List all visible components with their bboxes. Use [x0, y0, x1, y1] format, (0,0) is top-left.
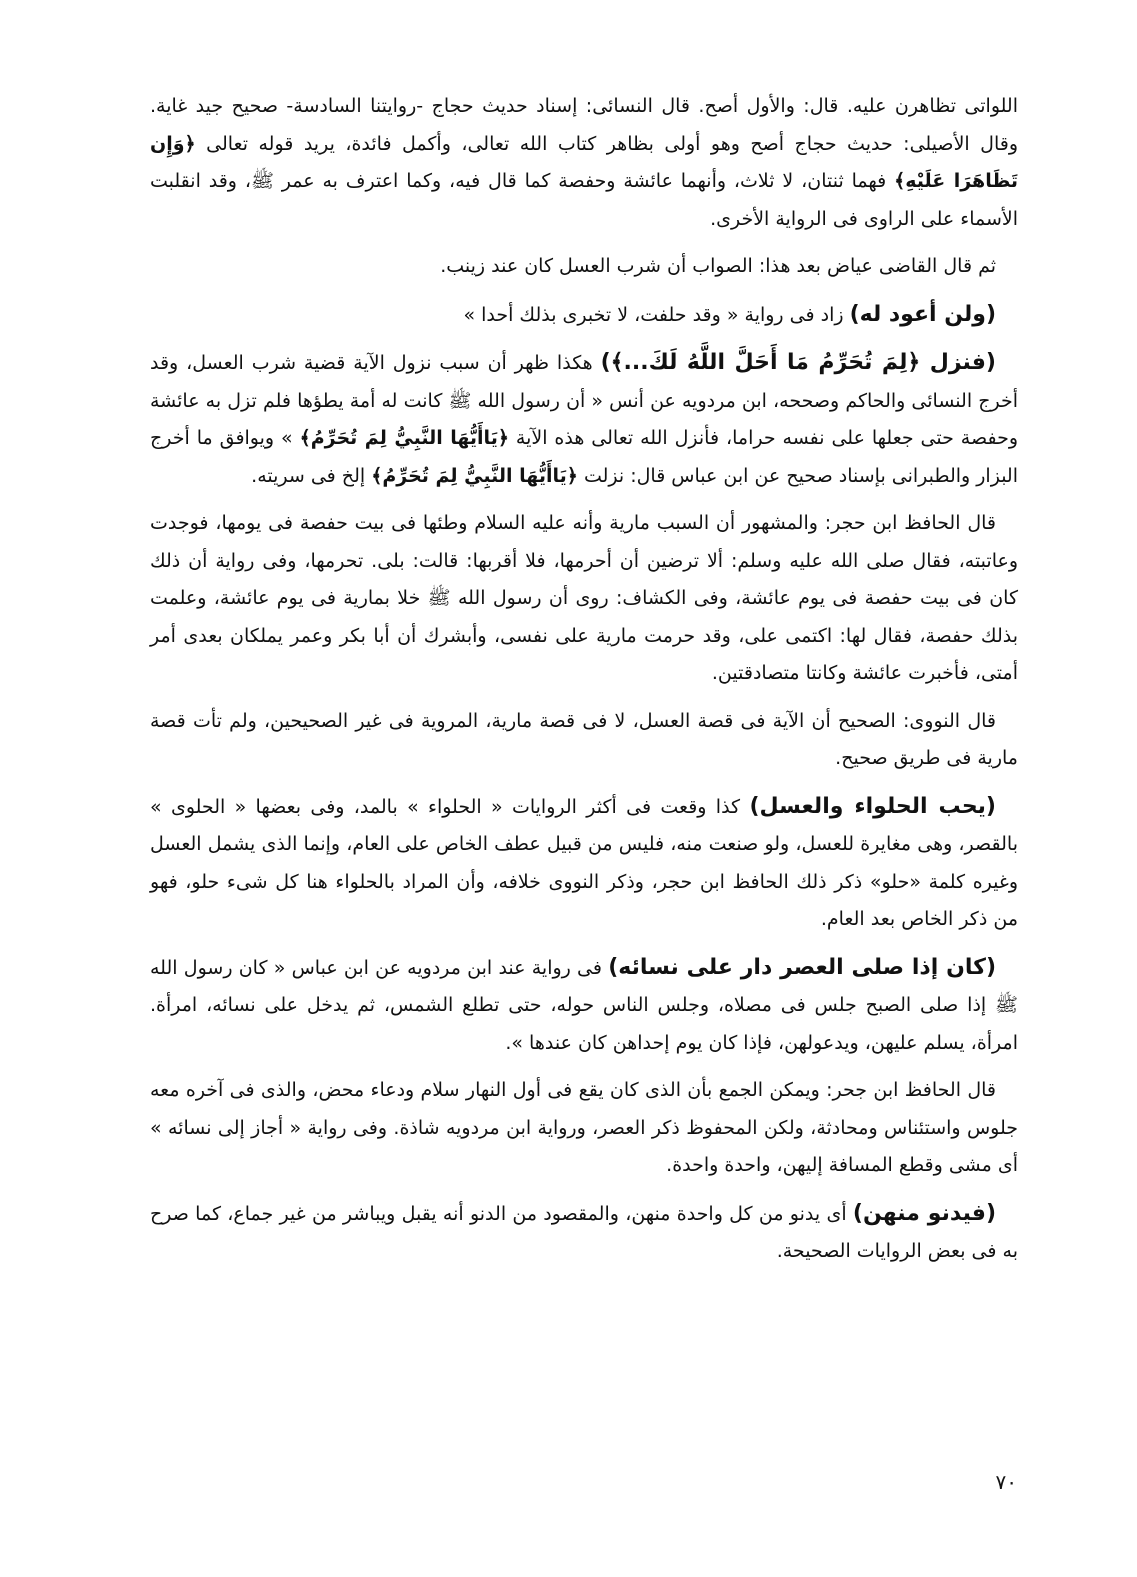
paragraph-text: هكذا ظهر أن سبب نزول الآية قضية شرب العسل، وقد أخرج النسائى والحاكم وصححه، ابن مردويه عن أنس « أن رسول الله ﷺ كانت له أمة يطؤها فلم تزل به عائشة وحفصة حتى جعلها على نفسه حراما، فأنزل الله تعالى هذه الآية	[150, 352, 1018, 449]
paragraph-text: إلخ فى سريته.	[251, 464, 366, 487]
quran-verse: ﴿وَإِن تَظَاهَرَا عَلَيْهِ﴾	[150, 132, 1018, 192]
page-body	[150, 88, 1018, 1281]
quran-verse: ﴿يَاأَيُّهَا النَّبِيُّ لِمَ تُحَرِّمُ﴾	[371, 464, 578, 487]
lemma-heading: (فنزل ﴿لِمَ تُحَرِّمُ مَا أَحَلَّ اللَّهُ لَكَ...﴾)	[600, 350, 996, 375]
lemma-heading: (فيدنو منهن)	[852, 1200, 997, 1226]
paragraph-text: اللواتى تظاهرن عليه. قال: والأول أصح. قال النسائى: إسناد حديث حجاج -روايتنا السادسة- صحيح جيد غاية. وقال الأصيلى: حديث حجاج أصح وهو أولى بظاهر كتاب الله تعالى، وأكمل فائدة، يريد قوله تعالى	[150, 95, 1018, 155]
paragraph	[150, 703, 1018, 778]
lemma-heading: (ولن أعود له)	[849, 301, 996, 327]
quran-verse: ﴿يَاأَيُّهَا النَّبِيُّ لِمَ تُحَرِّمُ﴾	[299, 427, 509, 449]
paragraph	[150, 949, 1018, 1063]
lemma-heading: (كان إذا صلى العصر دار على نسائه)	[608, 954, 996, 980]
lemma-heading: (يحب الحلواء والعسل)	[749, 793, 996, 819]
paragraph-text: قال الحافظ ابن جحر: ويمكن الجمع بأن الذى كان يقع فى أول النهار سلام ودعاء محض، والذى فى آخره معه جلوس واستئناس ومحادثة، ولكن المحفوظ ذكر العصر، ورواية ابن مردويه شاذة. وفى رواية « أجاز إلى نسائه » أى مشى وقطع المسافة إليهن، واحدة واحدة.	[150, 1079, 1018, 1176]
paragraph-text: فى رواية عند ابن مردويه عن ابن عباس « كان رسول الله ﷺ إذا صلى الصبح جلس فى مصلاه، وجلس الناس حوله، حتى تطلع الشمس، ثم يدخل على نسائه، امرأة. امرأة، يسلم عليهن، ويدعولهن، فإذا كان يوم إحداهن كان عندها ».	[150, 956, 1018, 1054]
paragraph	[150, 1072, 1018, 1185]
paragraph	[150, 296, 1018, 335]
paragraph-text: زاد فى رواية « وقد حلفت، لا تخبرى بذلك أحدا »	[463, 303, 844, 326]
paragraph-text: كذا وقعت فى أكثر الروايات « الحلواء » بالمد، وفى بعضها « الحلوى » بالقصر، وهى مغايرة للعسل، ولو صنعت منه، فليس من قبيل عطف الخاص على العام، وإنما الذى يشمل العسل وغيره كلمة «حلو» ذكر ذلك الحافظ ابن حجر، وذكر النووى خلافه، وأن المراد بالحلواء هنا كل شىء حلو، فهو من ذكر الخاص بعد العام.	[150, 795, 1018, 930]
paragraph	[150, 788, 1018, 939]
paragraph	[150, 88, 1018, 238]
paragraph	[150, 344, 1018, 495]
paragraph-text: ثم قال القاضى عياض بعد هذا: الصواب أن شرب العسل كان عند زينب.	[440, 255, 996, 277]
paragraph	[150, 505, 1018, 693]
paragraph-text: أى يدنو من كل واحدة منهن، والمقصود من الدنو أنه يقبل ويباشر من غير جماع، كما صرح به فى بعض الروايات الصحيحة.	[150, 1202, 1018, 1262]
paragraph	[150, 248, 1018, 286]
page-number: ٧٠	[995, 1470, 1017, 1494]
paragraph-text: » ويوافق ما أخرج البزار والطبرانى بإسناد صحيح عن ابن عباس قال: نزلت	[150, 427, 1018, 487]
paragraph-text: فهما ثنتان، لا ثلاث، وأنهما عائشة وحفصة كما قال فيه، وكما اعترف به عمر ﷺ، وقد انقلبت الأسماء على الراوى فى الرواية الأخرى.	[150, 170, 1018, 230]
paragraph	[150, 1195, 1018, 1271]
paragraph-text: قال الحافظ ابن حجر: والمشهور أن السبب مارية وأنه عليه السلام وطئها فى بيت حفصة فى يومها، فوجدت وعاتبته، فقال صلى الله عليه وسلم: ألا ترضين أن أحرمها، فلا أقربها: قالت: بلى. تحرمها، وفى رواية أن ذلك كان فى بيت حفصة فى يوم عائشة، وفى الكشاف: روى أن رسول الله ﷺ خلا بمارية فى يوم عائشة، وعلمت بذلك حفصة، فقال لها: اكتمى على، وقد حرمت مارية على نفسى، وأبشرك أن أبا بكر وعمر يملكان بعدى أمر أمتى، فأخبرت عائشة وكانتا متصادقتين.	[150, 512, 1018, 684]
paragraph-text: قال النووى: الصحيح أن الآية فى قصة العسل، لا فى قصة مارية، المروية فى غير الصحيحين، ولم تأت قصة مارية فى طريق صحيح.	[150, 709, 1018, 769]
